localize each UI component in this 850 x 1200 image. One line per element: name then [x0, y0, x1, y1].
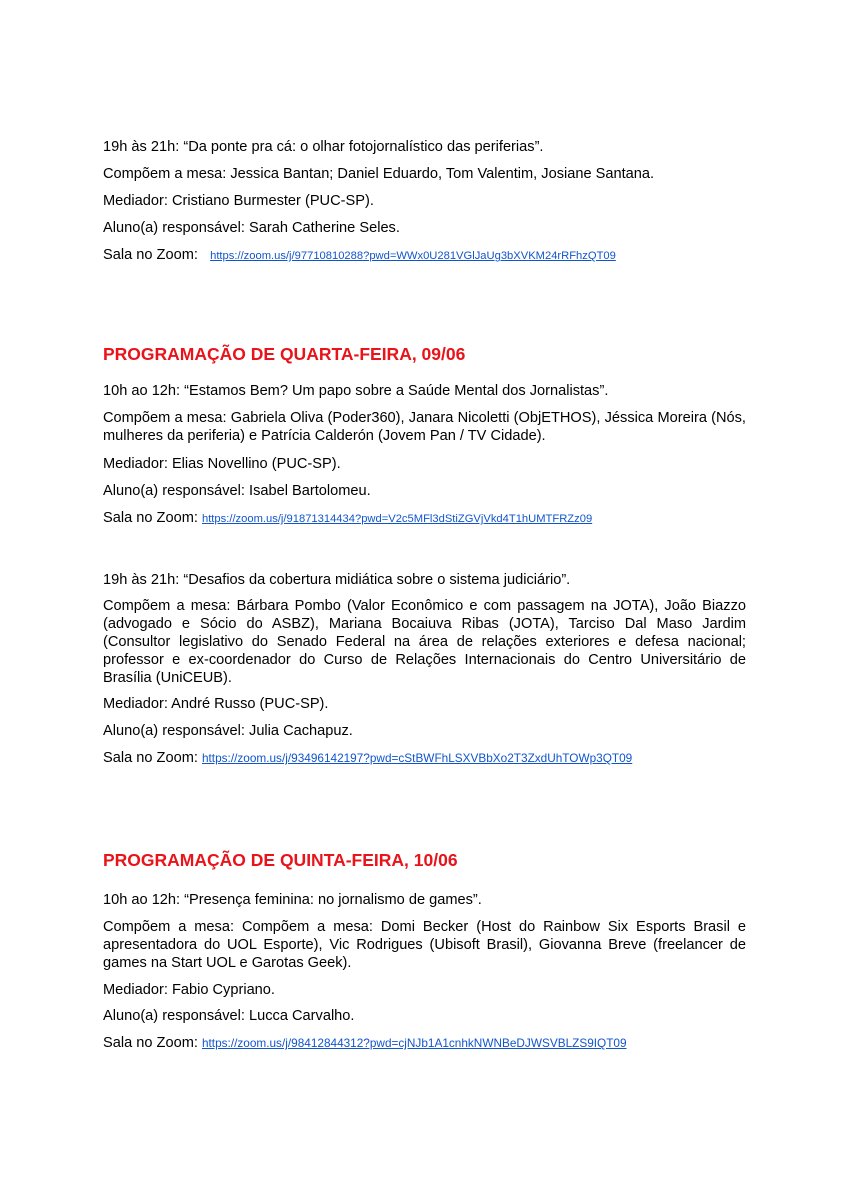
- zoom-link[interactable]: https://zoom.us/j/93496142197?pwd=cStBWFhLSXVBbXo2T3ZxdUhTOWp3QT09: [201, 751, 633, 765]
- session-panel: Compõem a mesa: Bárbara Pombo (Valor Econômico e com passagem na JOTA), João Biazzo (advogado e Sócio do ASBZ), Mariana Bocaiuva Ribas (JOTA), Tarciso Dal Maso Jardim (Consultor legislativo do Senado Federal na área de relações exteriores e defesa nacional; professor e ex-coordenador do Curso de Relações Internacionais do Centro Universitário de Brasília (UniCEUB).: [103, 598, 746, 686]
- session-zoom-row: [103, 246, 746, 265]
- session-student: Aluno(a) responsável: Isabel Bartolomeu.: [103, 483, 371, 499]
- session-zoom-row: [103, 749, 746, 767]
- session-time-title: 19h às 21h: “Da ponte pra cá: o olhar fotojornalístico das periferias”.: [103, 139, 544, 155]
- session-mediator: Mediador: Elias Novellino (PUC-SP).: [103, 456, 341, 472]
- session-zoom-row: [103, 509, 746, 528]
- session-zoom-row: [103, 1034, 746, 1052]
- session-panel: Compõem a mesa: Gabriela Oliva (Poder360), Janara Nicoletti (ObjETHOS), Jéssica Moreira (Nós, mulheres da periferia) e Patrícia Calderón (Jovem Pan / TV Cidade).: [103, 410, 746, 444]
- zoom-link[interactable]: https://zoom.us/j/97710810288?pwd=WWx0U281VGlJaUg3bXVKM24rRFhzQT09: [210, 250, 616, 262]
- session-time-title: 19h às 21h: “Desafios da cobertura midiática sobre o sistema judiciário”.: [103, 572, 571, 588]
- session-panel: Compõem a mesa: Jessica Bantan; Daniel Eduardo, Tom Valentim, Josiane Santana.: [103, 166, 655, 182]
- session-student: Aluno(a) responsável: Sarah Catherine Seles.: [103, 220, 400, 236]
- zoom-label: Sala no Zoom:: [103, 750, 202, 766]
- session-panel: Compõem a mesa: Compõem a mesa: Domi Becker (Host do Rainbow Six Esports Brasil e apresentadora do UOL Esporte), Vic Rodrigues (Ubisoft Brasil), Giovanna Breve (freelancer de games na Start UOL e Garotas Geek).: [103, 919, 746, 971]
- session-student: Aluno(a) responsável: Julia Cachapuz.: [103, 723, 353, 739]
- session-time-title: 10h ao 12h: “Presença feminina: no jornalismo de games”.: [103, 892, 482, 908]
- wednesday-heading: PROGRAMAÇÃO DE QUARTA-FEIRA, 09/06: [103, 344, 466, 364]
- zoom-label: Sala no Zoom:: [103, 247, 202, 263]
- zoom-link[interactable]: https://zoom.us/j/98412844312?pwd=cjNJb1A1cnhkNWNBeDJWSVBLZS9IQT09: [201, 1036, 627, 1050]
- session-student: Aluno(a) responsável: Lucca Carvalho.: [103, 1008, 355, 1024]
- zoom-link[interactable]: https://zoom.us/j/91871314434?pwd=V2c5MFl3dStiZGVjVkd4T1hUMTFRZz09: [201, 513, 593, 525]
- session-mediator: Mediador: Cristiano Burmester (PUC-SP).: [103, 193, 374, 209]
- zoom-label: Sala no Zoom:: [103, 510, 202, 526]
- session-mediator: Mediador: André Russo (PUC-SP).: [103, 696, 329, 712]
- session-time-title: 10h ao 12h: “Estamos Bem? Um papo sobre a Saúde Mental dos Jornalistas”.: [103, 383, 609, 399]
- thursday-heading: PROGRAMAÇÃO DE QUINTA-FEIRA, 10/06: [103, 850, 458, 870]
- zoom-label: Sala no Zoom:: [103, 1035, 202, 1051]
- session-mediator: Mediador: Fabio Cypriano.: [103, 982, 275, 998]
